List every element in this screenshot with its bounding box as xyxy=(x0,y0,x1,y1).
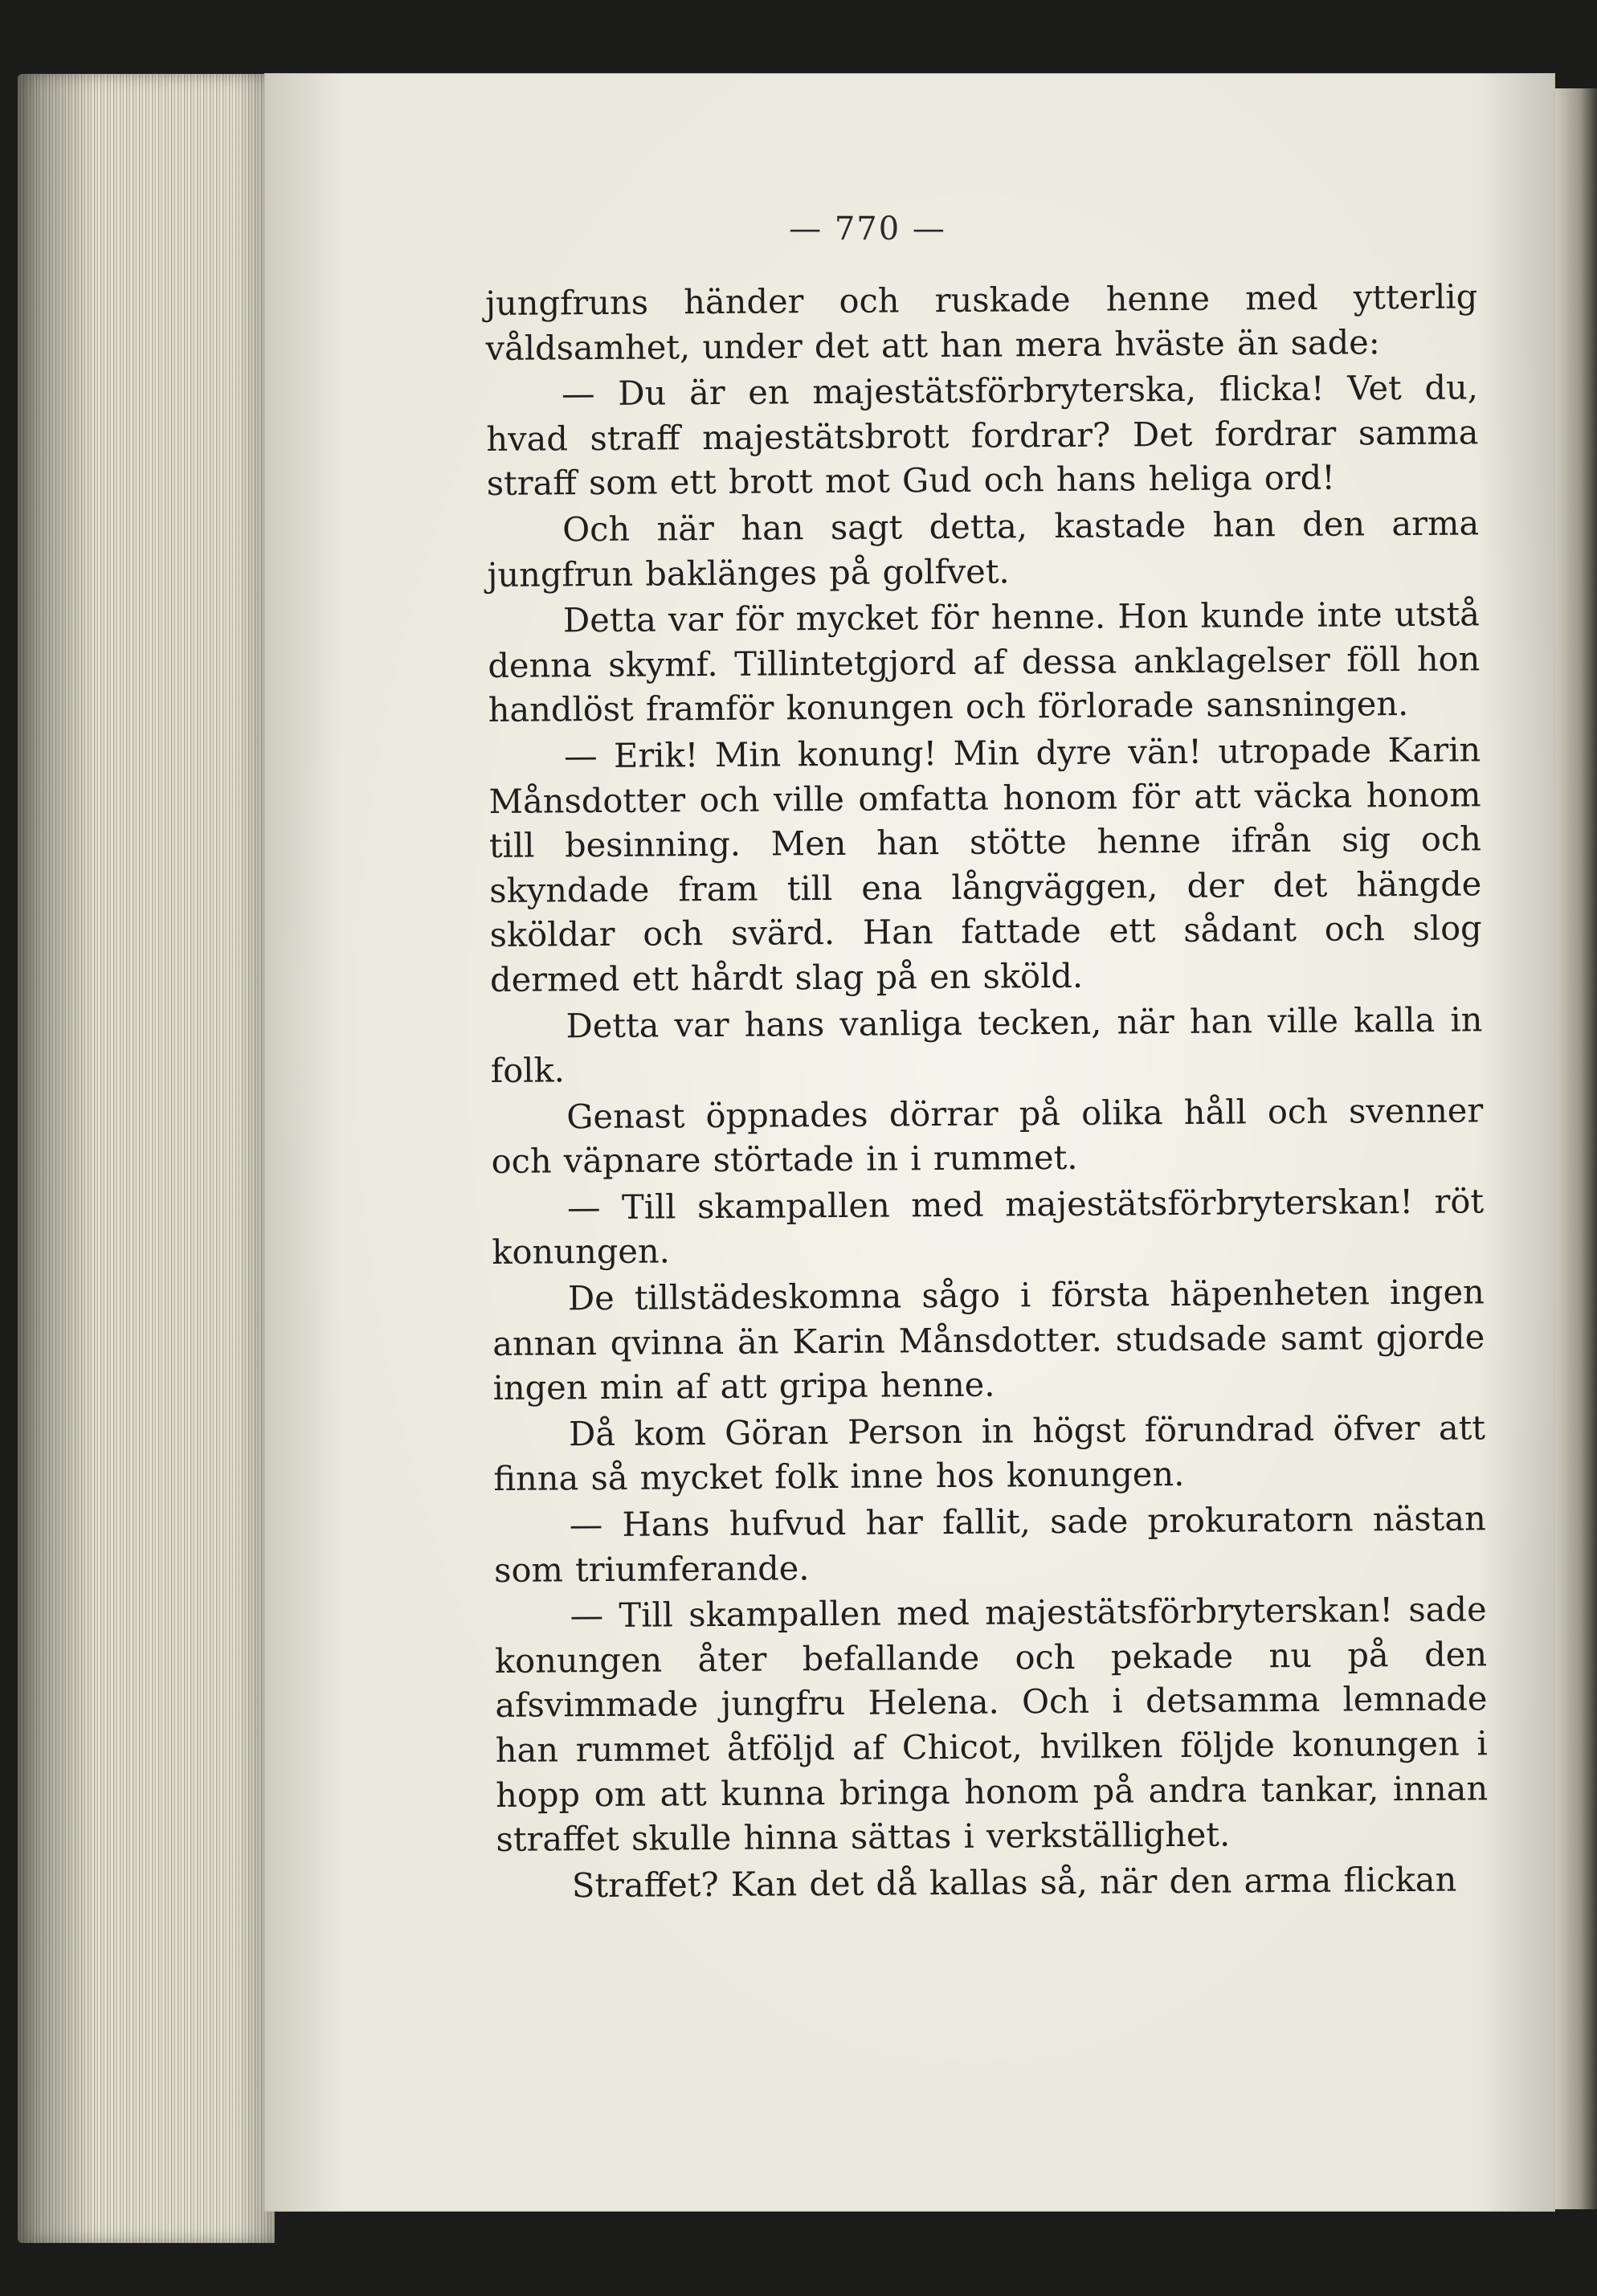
paragraph: Genast öppnades dörrar på olika håll och svenner och väpnare störtade in i rummet. xyxy=(491,1090,1484,1182)
body-text xyxy=(485,274,1489,1910)
paragraph: — Erik! Min konung! Min dyre vän! utropade Karin Månsdotter och ville omfatta honom för att väcka honom till besinning. Men han stötte henne ifrån sig och skyndade fram till ena långväggen, der det hängde sköldar och svärd. Han fattade ett sådant och slog dermed ett hårdt slag på en sköld. xyxy=(488,729,1482,999)
paragraph: — Till skampallen med majestätsförbryterskan! röt konungen. xyxy=(492,1181,1485,1273)
paragraph: Detta var för mycket för henne. Hon kunde inte utstå denna skymf. Tillintetgjord af dessa anklagelser föll hon handlöst framför konungen och förlorade sansningen. xyxy=(488,594,1481,730)
paragraph: jungfruns händer och ruskade henne med ytterlig våldsamhet, under det att han mera hväste än sade: xyxy=(485,276,1478,368)
paragraph: — Hans hufvud har fallit, sade prokuratorn nästan som triumferande. xyxy=(494,1498,1486,1590)
page-number: — 770 — xyxy=(789,210,946,247)
paragraph: — Du är en majestätsförbryterska, flicka! Vet du, hvad straff majestätsbrott fordrar? Det fordrar samma straff som ett brott mot Gud och hans heliga ord! xyxy=(486,367,1479,504)
paragraph: — Till skampallen med majestätsförbryterskan! sade konungen åter befallande och pekade nu på den afsvimmade jungfru Helena. Och i detsamma lemnade han rummet åtföljd af Chicot, hvilken följde konungen i hopp om att kunna bringa honom på andra tankar, innan straffet skulle hinna sättas i verkställighet. xyxy=(494,1589,1489,1860)
book-right-edge xyxy=(1554,88,1597,2209)
book-edge-shadow xyxy=(18,74,275,2243)
paragraph: Detta var hans vanliga tecken, när han ville kalla in folk. xyxy=(490,999,1483,1091)
paragraph: De tillstädeskomna sågo i första häpenheten ingen annan qvinna än Karin Månsdotter. studsade samt gjorde ingen min af att gripa henne. xyxy=(492,1272,1485,1408)
paragraph: Då kom Göran Person in högst förundrad öfver att finna så mycket folk inne hos konungen. xyxy=(493,1407,1486,1499)
paragraph: Och när han sagt detta, kastade han den arma jungfrun baklänges på golfvet. xyxy=(487,503,1480,594)
paragraph: Straffet? Kan det då kallas så, när den arma flickan xyxy=(571,1859,1457,1906)
